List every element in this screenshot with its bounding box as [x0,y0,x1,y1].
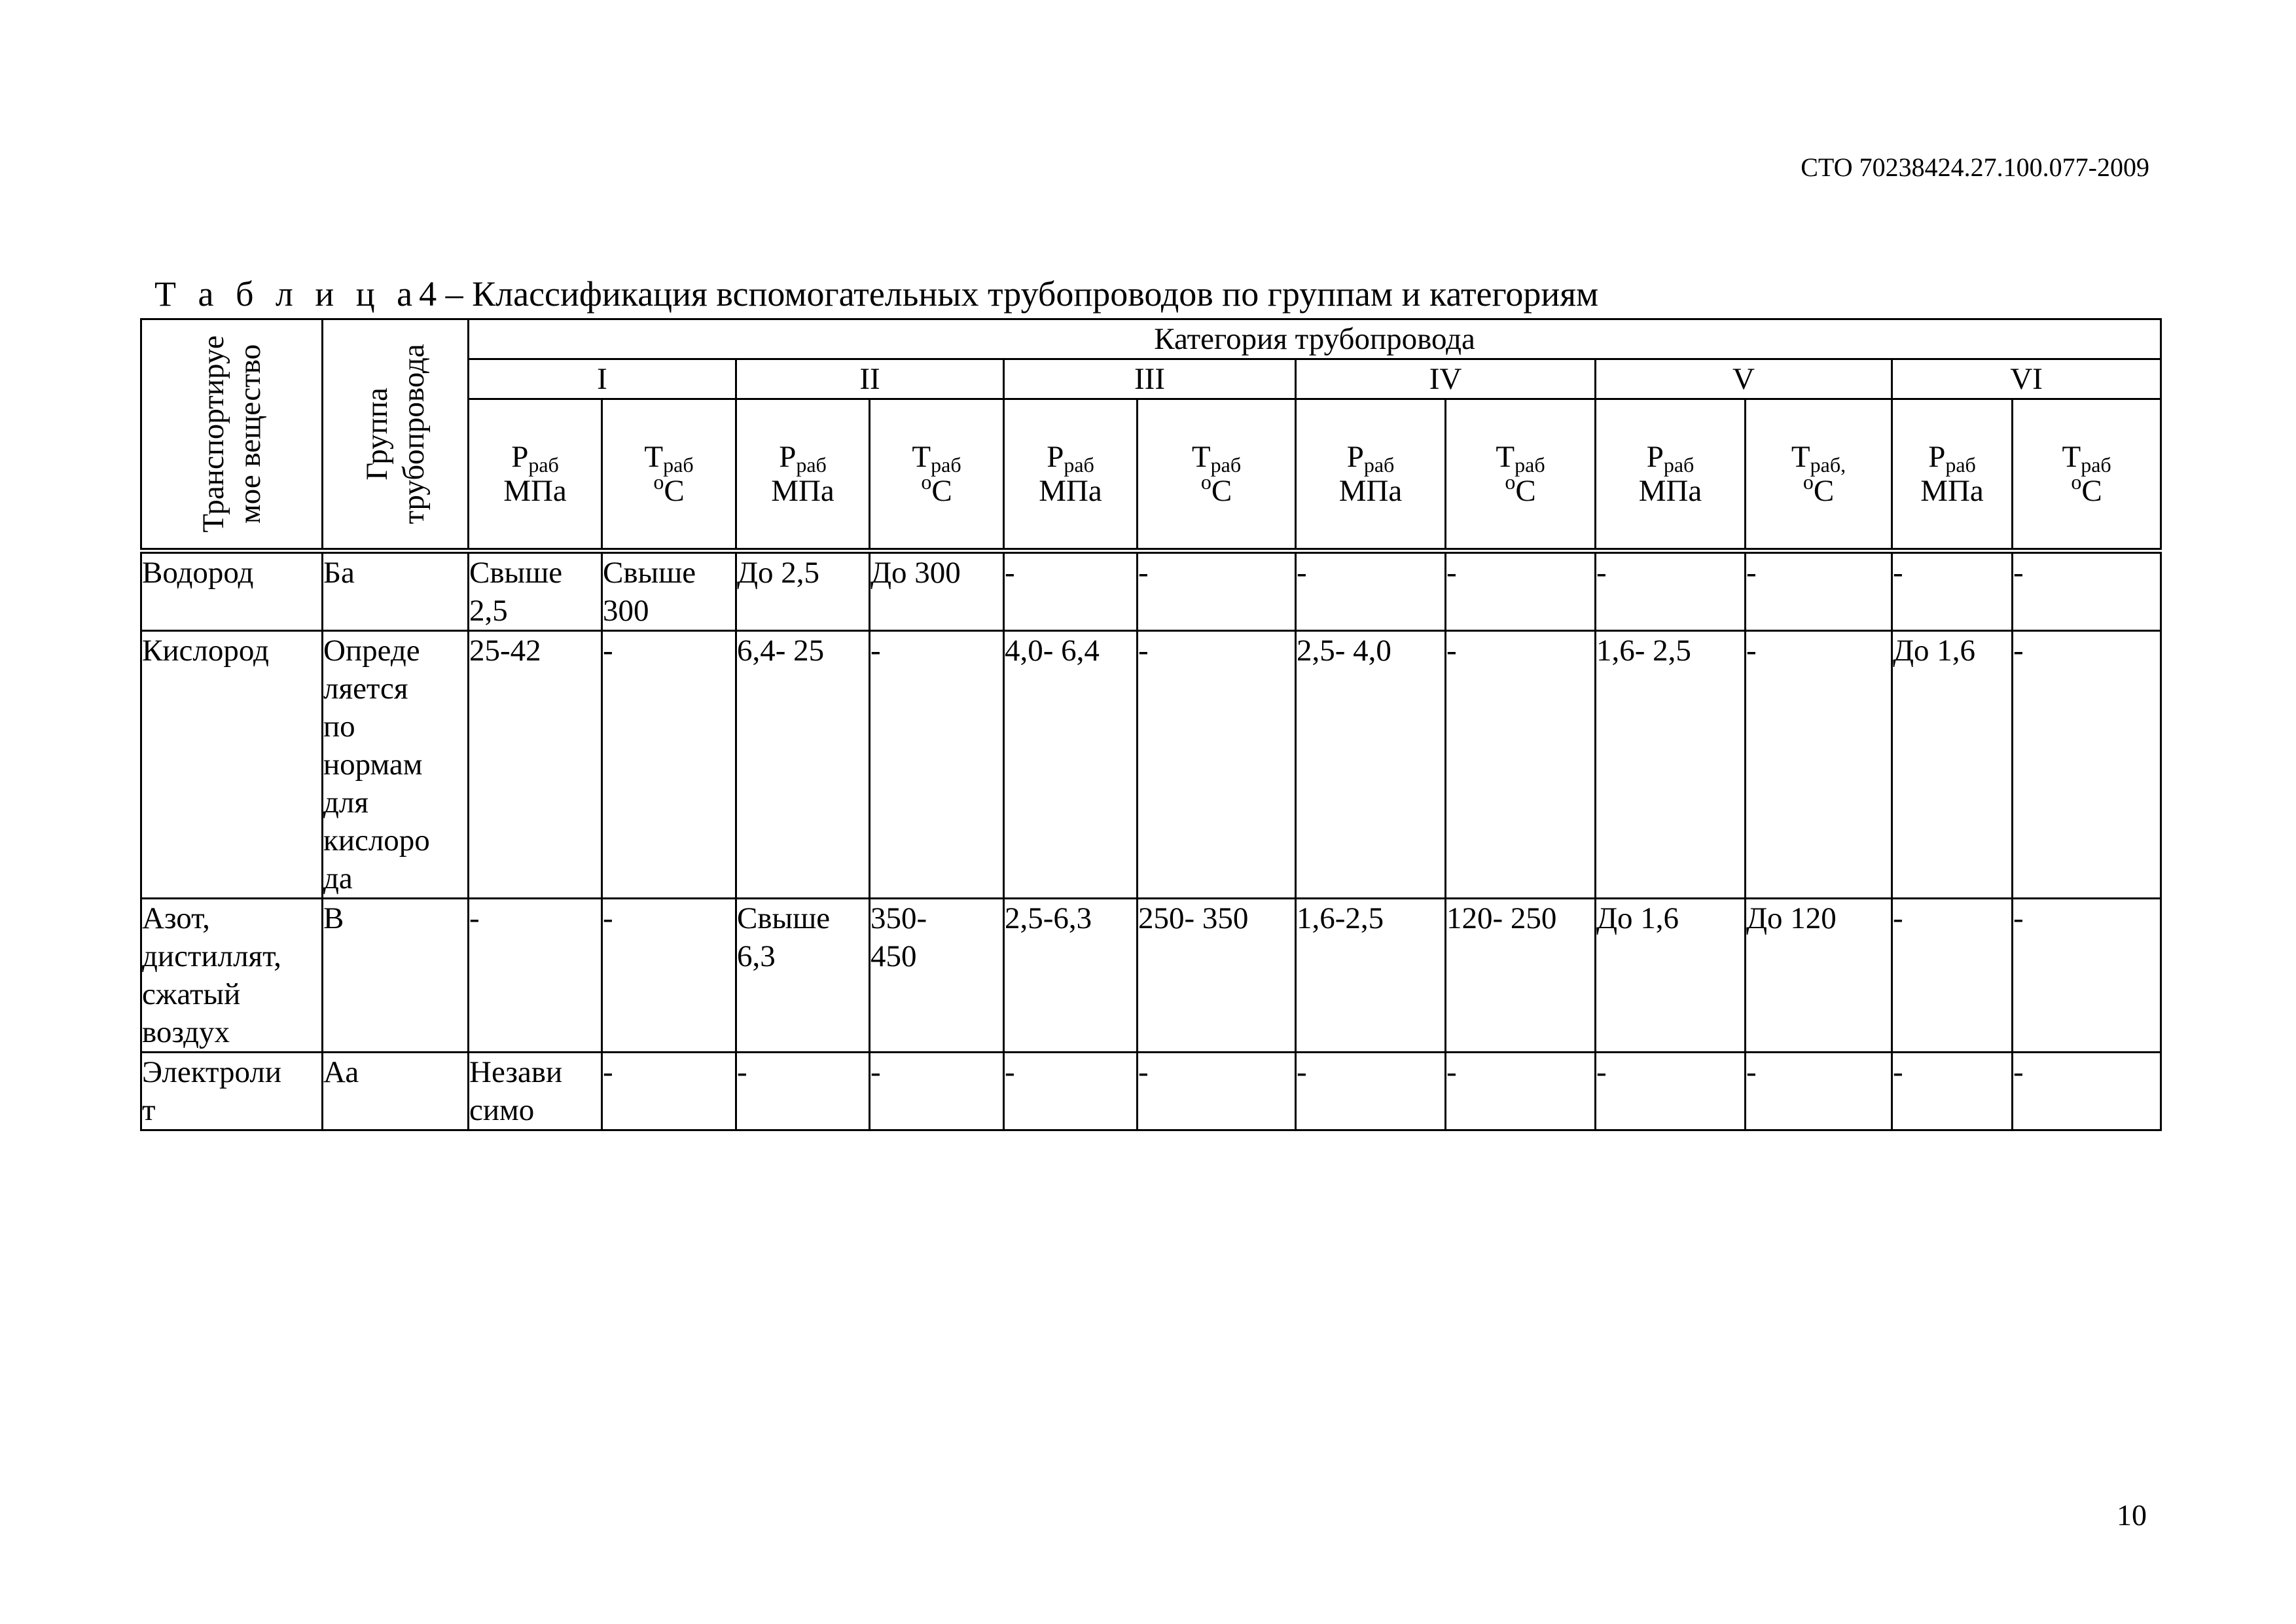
temperature-value-cell: - [870,1053,1004,1130]
temperature-value-cell: - [1746,551,1892,631]
header-group-label: Группа трубопровода [360,344,431,524]
temperature-subscript: раб [931,453,961,477]
pressure-symbol: P [779,440,797,474]
temperature-value-cell: - [1138,1053,1296,1130]
header-substance [141,319,323,551]
pressure-value-cell: 1,6- 2,5 [1596,631,1746,899]
temperature-subscript: раб [2081,453,2111,477]
pressure-value-cell: 1,6-2,5 [1296,899,1446,1053]
pressure-subscript: раб [1363,453,1395,477]
temperature-value-cell: 120- 250 [1446,899,1596,1053]
pressure-value-cell: - [1892,899,2013,1053]
temperature-header [870,399,1004,551]
pressure-value-cell: - [1892,551,2013,631]
pressure-value-cell: - [1004,1053,1138,1130]
temperature-header [602,399,736,551]
temperature-symbol: T [1191,440,1211,474]
degree-sign: o [921,470,932,494]
substance-cell: Электроли т [141,1053,323,1130]
pressure-value-cell: Свыше 2,5 [469,551,602,631]
header-substance-label: Транспортируе мое вещество [196,335,267,533]
pressure-value-cell: До 1,6 [1892,631,2013,899]
temperature-value-cell: - [1138,551,1296,631]
temperature-unit: C [664,474,685,508]
degree-sign: o [653,470,664,494]
category-header: I [469,359,736,399]
pressure-unit: МПа [1338,474,1403,508]
category-header: V [1596,359,1892,399]
pressure-value-cell: - [1296,1053,1446,1130]
pressure-subscript: раб [1064,453,1094,477]
pressure-value-cell: 4,0- 6,4 [1004,631,1138,899]
temperature-header [2013,399,2161,551]
pressure-subscript: раб [528,453,559,477]
temperature-header [1446,399,1596,551]
pressure-header [1004,399,1138,551]
pressure-value-cell: - [1596,551,1746,631]
pressure-value-cell: До 2,5 [736,551,870,631]
temperature-symbol: T [912,440,931,474]
degree-sign: o [1200,470,1211,494]
pressure-header [469,399,602,551]
substance-cell: Кислород [141,631,323,899]
temperature-value-cell: - [2013,1053,2161,1130]
pressure-value-cell: Свыше 6,3 [736,899,870,1053]
table-row [141,551,2161,631]
pressure-unit: МПа [771,474,834,508]
pressure-subscript: раб [1945,453,1976,477]
pressure-header [1892,399,2013,551]
pressure-symbol: P [1928,440,1946,474]
temperature-value-cell: - [870,631,1004,899]
group-cell: Аа [323,1053,469,1130]
pressure-value-cell: - [1296,551,1446,631]
group-cell: Опреде ляется по нормам для кислоро да [323,631,469,899]
pressure-unit: МПа [1039,474,1102,508]
pressure-value-cell: - [469,899,602,1053]
pressure-symbol: P [1646,440,1664,474]
temperature-value-cell: 350- 450 [870,899,1004,1053]
temperature-value-cell: - [602,1053,736,1130]
document-code: СТО 70238424.27.100.077-2009 [1801,153,2149,182]
category-header: IV [1296,359,1596,399]
category-header: VI [1892,359,2161,399]
degree-sign: o [1505,470,1516,494]
temperature-value-cell: Свыше 300 [602,551,736,631]
caption-title: Классификация вспомогательных трубопроводов по группам и категориям [472,274,1599,314]
pressure-value-cell: 25-42 [469,631,602,899]
group-cell: Ба [323,551,469,631]
pressure-value-cell: 6,4- 25 [736,631,870,899]
temperature-subscript: раб [663,453,694,477]
substance-cell: Азот, дистиллят, сжатый воздух [141,899,323,1053]
pressure-value-cell: - [1004,551,1138,631]
pressure-value-cell: - [1892,1053,2013,1130]
pressure-value-cell: Незави симо [469,1053,602,1130]
temperature-value-cell: - [1446,551,1596,631]
pressure-unit: МПа [503,474,567,508]
substance-cell: Водород [141,551,323,631]
temperature-unit: C [1211,474,1232,508]
table-caption [154,274,1598,314]
pressure-value-cell: 2,5- 4,0 [1296,631,1446,899]
caption-number: 4 [419,274,437,314]
caption-label: Т а б л и ц а [154,274,420,314]
pressure-value-cell: 2,5-6,3 [1004,899,1138,1053]
category-header: II [736,359,1004,399]
degree-sign: o [2071,470,2082,494]
pressure-header [1596,399,1746,551]
temperature-value-cell: - [1746,631,1892,899]
temperature-subscript: раб, [1810,453,1846,477]
temperature-header [1746,399,1892,551]
temperature-value-cell: - [1446,1053,1596,1130]
category-header: III [1004,359,1296,399]
table-row [141,899,2161,1053]
pressure-value-cell: - [1596,1053,1746,1130]
temperature-symbol: T [1791,440,1810,474]
temperature-symbol: T [1496,440,1515,474]
temperature-value-cell: - [2013,631,2161,899]
table-row [141,631,2161,899]
pressure-subscript: раб [796,453,827,477]
pressure-value-cell: До 1,6 [1596,899,1746,1053]
temperature-subscript: раб [1515,453,1545,477]
temperature-value-cell: - [602,899,736,1053]
temperature-value-cell: До 120 [1746,899,1892,1053]
temperature-value-cell: - [1746,1053,1892,1130]
temperature-value-cell: - [1138,631,1296,899]
temperature-subscript: раб [1210,453,1242,477]
temperature-value-cell: - [2013,551,2161,631]
temperature-value-cell: 250- 350 [1138,899,1296,1053]
degree-sign: o [1803,470,1814,494]
temperature-symbol: T [2062,440,2081,474]
temperature-unit: C [1515,474,1536,508]
pressure-subscript: раб [1663,453,1695,477]
group-cell: В [323,899,469,1053]
pressure-value-cell: - [736,1053,870,1130]
temperature-value-cell: До 300 [870,551,1004,631]
table-row [141,1053,2161,1130]
pressure-unit: МПа [1920,474,1984,508]
temperature-value-cell: - [2013,899,2161,1053]
pressure-symbol: P [511,440,529,474]
temperature-unit: C [2081,474,2102,508]
pressure-symbol: P [1047,440,1064,474]
temperature-unit: C [931,474,952,508]
pressure-header [736,399,870,551]
pressure-symbol: P [1346,440,1364,474]
pressure-header [1296,399,1446,551]
page-number: 10 [2117,1498,2147,1532]
temperature-value-cell: - [1446,631,1596,899]
pressure-unit: МПа [1638,474,1702,508]
header-category: Категория трубопровода [469,319,2161,359]
classification-table [140,318,2162,1131]
header-group [323,319,469,551]
temperature-value-cell: - [602,631,736,899]
temperature-symbol: T [644,440,664,474]
temperature-unit: C [1813,474,1835,508]
caption-dash: – [445,274,463,314]
temperature-header [1138,399,1296,551]
